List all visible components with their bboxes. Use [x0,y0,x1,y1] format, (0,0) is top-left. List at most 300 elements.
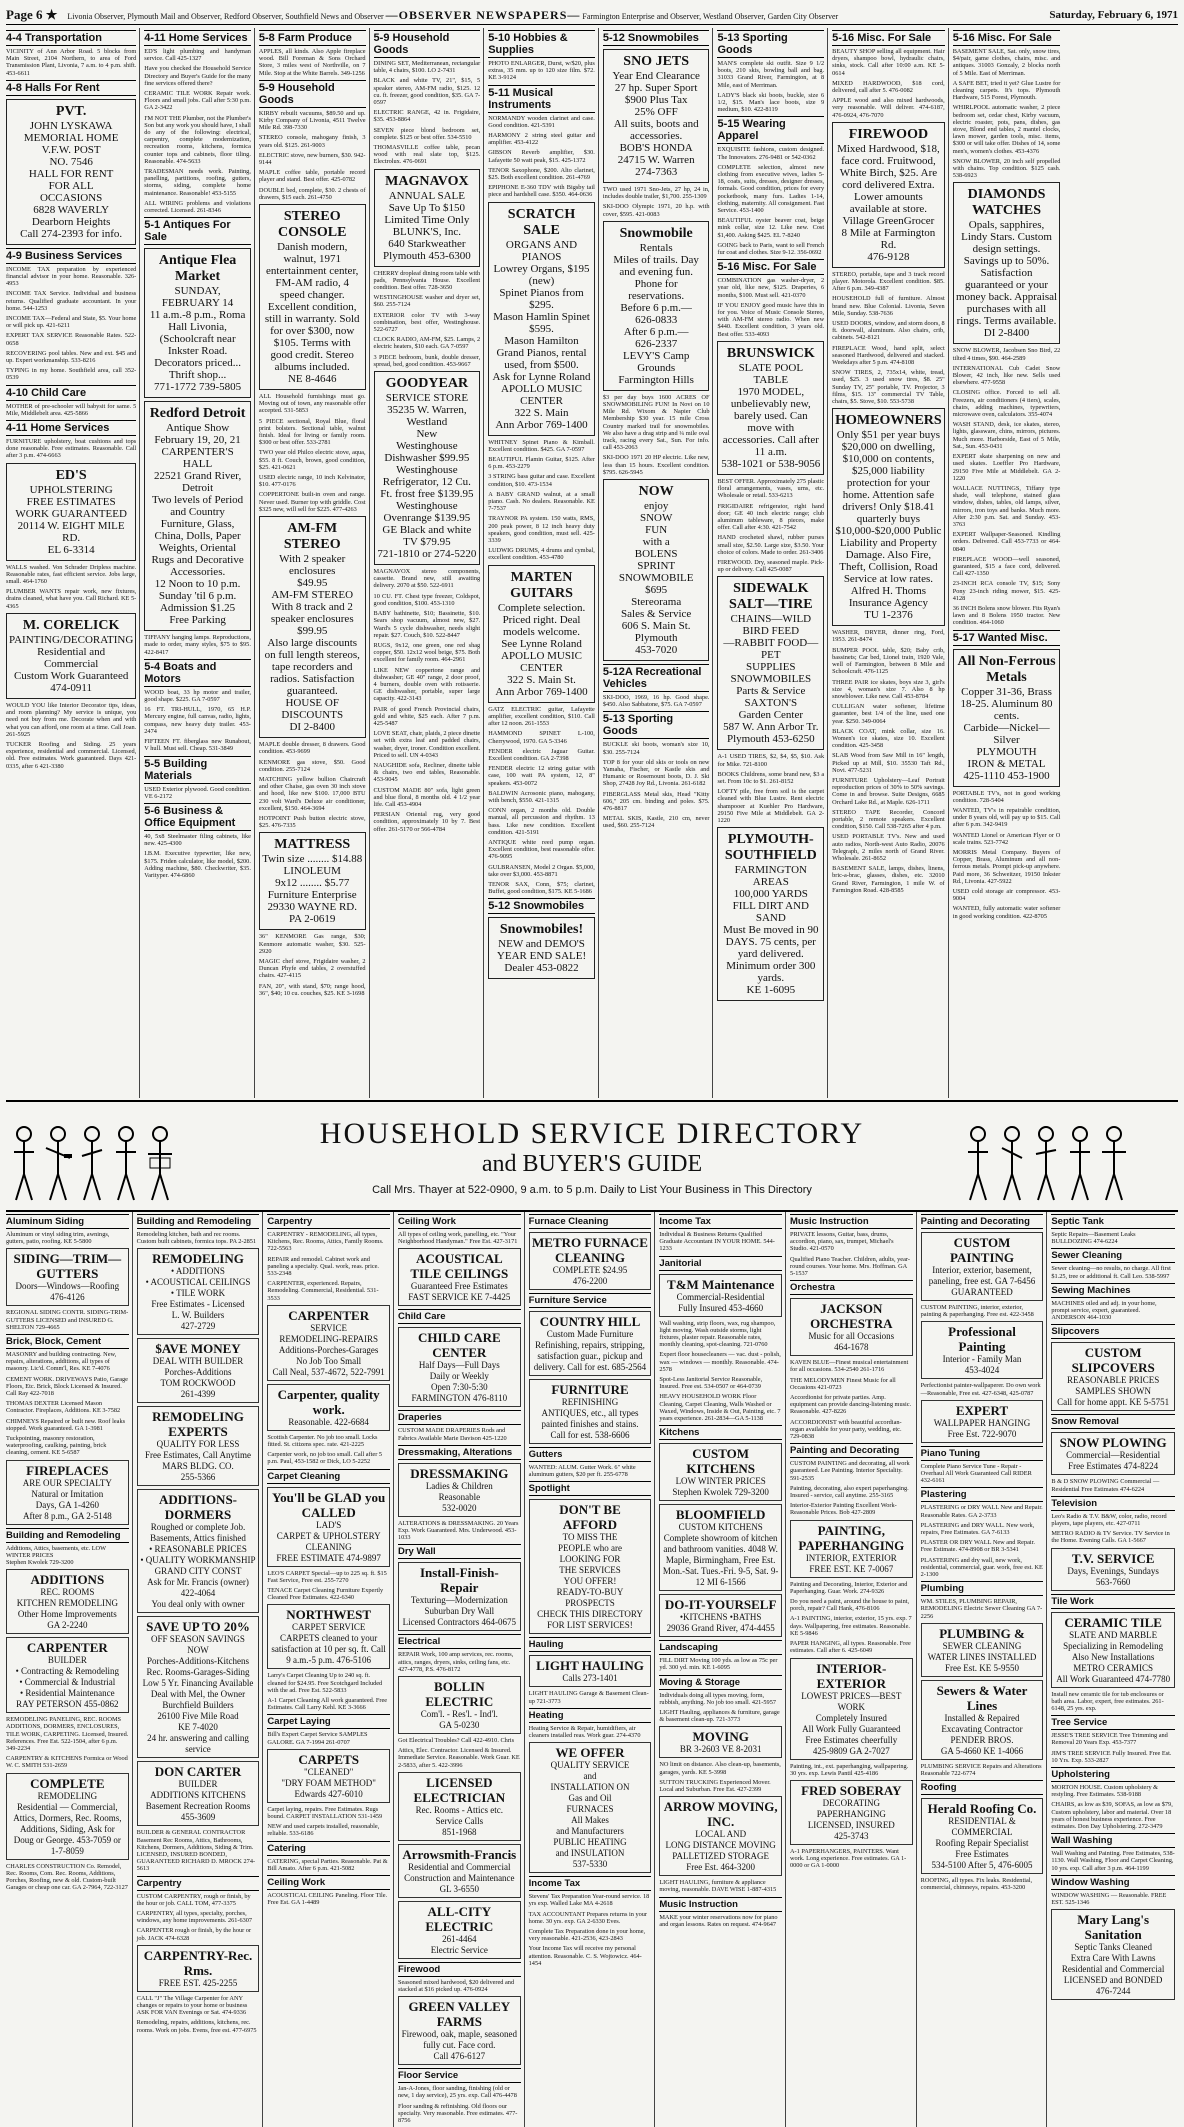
classified-ad-text: HARMONY 2 string steel guitar and amplifier. 453-4122 [488,132,595,147]
display-ad-line: GA 2-2240 [47,1620,88,1631]
display-ad-line: 474-0911 [50,681,93,694]
classified-ad [144,850,251,879]
display-ad-line: BUILDER [178,1779,218,1790]
classified-ad-text: NEW and used carpets installed, reasonable, reliable. 533-6186 [267,1823,380,1838]
display-ad [6,1569,129,1634]
classified-ad-text: BASEMENT SALE, Sat. only, snow tires, $4/pair, game clothes, chairs, misc. and antiques. 31003 Gonzaly, 2 blocks north of 5 Mile. East of Merriman. [952,48,1061,77]
classified-ad-text: FAN, 20", with stand, $70; range hood, 36", $40; 10 cu. couches, $25. KE 3-1698 [258,982,366,997]
display-ad-line: Furniture Enterprise [267,889,357,902]
classified-ad [790,1615,913,1637]
classified-ad [374,294,481,308]
display-ad-line: FOR LIST SERVICES! [547,1620,633,1631]
display-ad-line: GA 5-4660 KE 1-4066 [940,1745,1024,1756]
display-ad-line: PEOPLE who are [557,1543,622,1554]
display-ad-line: 29330 WAYNE RD. PA 2-0619 [267,901,357,926]
section-heading: 5-15 Wearing Apparel [717,116,824,144]
display-ad-line: Ladies & Children [425,1480,493,1491]
classified-ad-text: BLACK COAT, mink collar, size 16. Women's ice skates, size 10. Excellent condition. 425-3458 [832,727,945,750]
classified-ad-text: CULLIGAN water softener, lifetime guarantee, best 1/4 of the line, used one year. $250. 349-0064 [832,703,945,725]
classified-ad-text: THOMASVILLE coffee table, pecan wood with real slate top, $125. Electrolux. 476-0691 [373,144,481,166]
classified-ad-text: IF YOU ENJOY good music have this in for you. Voice of Music Console Stereo, with AM-FM stereo radio. When new $440. Excellent condition, 3 years old. Best offer. 533-4093 [717,301,825,338]
classified-ad [953,580,1061,602]
display-ad [659,1274,782,1317]
plumber-figure-icon [78,1124,106,1204]
display-ad-line: Install-Finish-Repair [419,1565,499,1596]
classified-ad-text: KIRBY rebuilt vacuums, $89.50 and up. Kirby Company of Livonia, 4511 Twelve Mile Rd. 398-7330 [258,109,366,132]
classified-ad [267,1280,390,1302]
display-ad-line: REMODELING-REPAIRS [279,1333,378,1344]
display-ad-line: Rec. Rooms-Garages-Siding [146,1667,250,1678]
classified-ad [717,146,824,160]
display-ad-line: ORGANS AND PIANOS [505,238,578,263]
classified-ad-text: Expert floor housecleaners — vac. dust - polish, wax — windows — monthly. Reasonable. 474-2578 [659,1351,781,1373]
display-ad-line: FREE EST. KE 7-0067 [809,1563,894,1574]
display-ad-line: DRESSMAKING [410,1465,509,1481]
classified-ad [267,1697,390,1711]
column [259,28,370,1098]
classified-ad-text: A-1 USED TIRES, $2, $4, $5, $10. Ask for Mike. 721-8100 [717,753,825,768]
classified-ad [144,115,251,165]
display-ad-line: FILL DIRT AND SAND [732,900,809,925]
classified-ad-text: PLUMBING SERVICE Repairs and Alterations Reasonable 722-6774 [920,1762,1042,1778]
display-ad-line: 532-0020 [442,1502,477,1513]
classified-ad-text: DINING SET, Mediterranean, rectangular table, 4 chairs, $100. LO 2-7431 [373,60,481,75]
display-ad-line: Copper 31-36, Brass 18-25. Aluminum 80 cents. [960,685,1053,722]
display-ad-line: No Job Too Small [296,1355,362,1366]
classified-ad-text: RUGS, 9x12, one green, one red shag copper, $50. 12x12 wool beige, $75. Both excellent for family room. 464-2961 [373,641,481,664]
section-heading: Wall Washing [1051,1833,1175,1848]
classified-ad-text: CONN organ, 2 months old. Double manual, all percussion and rhythm. 13 bass. Like new condition. Excellent condition. 421-5191 [488,807,595,836]
display-ad-line: CARPENTER [288,1307,370,1323]
classified-ad [953,807,1061,829]
classified-ad-text: PHOTO ENLARGER, Durst, w/$20, plus extras, 35 mm. up to 120 size film. $72. KE 3-9124 [488,60,595,82]
classified-ad-text: USED PORTABLE TV's. New and used auto radios, North-west Auto Radio, 20076 Telegraph, 2 miles north of Grand River. Wholesale. 261-8652 [832,833,945,862]
classified-ad-text: FIREPLACE WOOD—well seasoned, guaranteed, $15 a face cord, delivered. Call 427-1350 [952,555,1061,578]
section-heading: Aluminum Siding [6,1214,129,1229]
display-ad-line: CARPENTER'S HALL [161,446,234,471]
display-ad-line: You deal only with owner [151,1599,245,1610]
display-ad [529,1379,652,1444]
display-ad [832,408,945,626]
classified-ad-text: FIREPLACE Wood, hand split, select seasoned Hardwood, delivered and stacked. Weekdays after 5 p.m. 474-8108 [832,344,945,367]
column [6,28,140,1098]
display-ad-line: Commercial-Residential [676,1291,765,1302]
classified-ad [6,741,136,770]
classified-ad [488,515,595,544]
classified-ad [374,127,481,141]
display-ad-line: Also large discounts on full length stereos, tape recorders and radios. Satisfaction guaranteed. [264,637,360,698]
classified-ad-text: SEVEN piece blond bedroom set, complete. $125 or best offer. 534-5510 [373,126,481,141]
classified-ad [6,1435,129,1457]
classified-ad-text: GOING back to Paris, want to sell French fur coat and clothes. Size 9-12. 356-0692 [717,241,825,257]
classified-ad [659,1393,782,1422]
display-ad-line: CARPET SERVICE [291,1622,366,1633]
classified-ad-text: CLOCK RADIO, AM-FM, $25. Lamps, 2 electric heaters, $10 each. GA 7-0597 [373,336,481,351]
classified-ad [144,706,251,735]
display-ad-line: Extra Care With Lawns [1070,1953,1156,1964]
classified-ad [921,1304,1044,1318]
section-heading: Painting and Decorating [921,1214,1044,1229]
display-ad-line: Plymouth 453-6300 [383,249,471,262]
display-ad [1051,1432,1175,1475]
display-ad-line: CHILD CARE CENTER [417,1330,501,1361]
classified-ad-text: COPPERTONE built-in oven and range. Never used. Burner top with griddle. Cost $325 new, will sell for $225. 477-4263 [258,491,366,513]
classified-ad-text: INCOME TAX preparation by experienced financial advisor in your home. Reasonable. 326-4953 [6,265,137,288]
display-ad-line: Construction and Maintenance [404,1872,515,1883]
classified-ad [717,92,824,114]
display-ad-line: ARROW MOVING, INC. [663,1799,778,1830]
classified-ad-text: Carpenter work, no job too small. Call after 5 p.m. Paul, 453-1582 or Dick, LO 5-2252 [267,1451,383,1466]
classified-ad-text: BEAUTY SHOP selling all equipment. Hair dryers, shampoo bowl, hydraulic chairs, sinks, stock. Call after 10:00 a.m. KE 5-0614 [832,48,945,77]
display-ad-line: BOLLIN ELECTRIC [425,1679,494,1710]
classified-ad-text: CERAMIC TILE WORK Repair work. Floors and small jobs. Call after 5:30 p.m. GA 2-3422 [144,90,251,112]
display-ad-line: Completely Insured [815,1712,887,1723]
classified-ad-text: STEREO TAPE Recorder, Concord portable, 2 remote speakers. Excellent condition, $150. Call 538-7265 after 4 p.m. [832,808,945,831]
classified-ad [953,104,1061,154]
classified-ad [398,1651,521,1673]
display-ad [398,1562,521,1631]
roofer-figure-icon [1032,1124,1060,1204]
classified-ad [832,865,945,894]
classified-ad-text: Stevens' Tax Preparation Year-round service. 18 yrs exp. Walled Lake MA 4-2618 [528,1893,650,1908]
display-ad-line: 25% OFF [634,106,678,118]
classified-ad [267,1731,390,1745]
display-ad-line: DI 2-8400 [289,721,335,734]
classified-ad-text: $3 per day buys 1600 ACRES OF SNOWMOBILING FUN! In Novi on 10 Mile Rd. Wixom & Napier Club Membership $30 year. 15 mile Cross Country marked trail for snowmobiles. We also have a drag strip and ¼ mile oval track, racing every Sat., Sun. For info. call 453-2063 [602,393,710,452]
classified-ad [790,1485,913,1499]
classified-ad-text: LIGHT Hauling, appliances & furniture, garage & basement clean-up. 721-3773 [659,1709,780,1724]
display-ad-line: APOLLO MUSIC CENTER [501,649,582,674]
display-ad [6,1773,129,1860]
column [953,28,1064,1098]
classified-ad [488,439,595,453]
display-ad [488,917,595,979]
display-ad [1051,1909,1175,2000]
column [144,28,255,1098]
column [659,1212,786,2127]
display-ad-line: WORK GUARANTEED [15,507,127,520]
display-ad-line: Sewers & Water Lines [936,1682,1028,1713]
section-heading: Slipcovers [1051,1324,1175,1339]
display-ad [832,122,945,268]
display-ad-line: ADDITIONS KITCHENS [150,1790,246,1801]
display-ad-line: Free Est. 722-9070 [947,1428,1017,1439]
section-heading: Carpet Cleaning [267,1469,390,1484]
classified-ad-text: CARPENTRY & KITCHENS Formica or Wood W. C. SMITH 531-2659 [6,1755,128,1770]
classified-ad [790,1502,913,1516]
display-ad-line: 261-4464 [442,1933,477,1944]
display-ad [398,1676,521,1734]
display-ad-line: CERAMIC TILE [1064,1614,1162,1630]
display-ad-line: Licensed Contractors 464-0675 [402,1617,517,1628]
display-ad-line: "DRY FOAM METHOD" [281,1777,376,1788]
classified-ad-text: Remodeling kitchen, bath and rec rooms. Custom built cabinets, formica tops. PA 2-2851 [136,1231,257,1246]
display-ad-line: 476-2200 [572,1276,608,1286]
classified-ad-text: PLASTER OR DRY WALL New and Repair. Free Estimate. 474-8908 or BR 3-5341 [920,1539,1035,1554]
classified-ad-text: MACHINES oiled and adj. in your home, prompt service, expert, guaranteed. ANDERSON 464-1030 [1051,1299,1157,1322]
classified-ad [790,1359,913,1373]
classified-ad-text: PERSIAN Oriental rug, very good condition, approximately 10 by 7. Best offer. 261-5170 or 566-4784 [373,811,481,833]
display-ad-line: M. CORELICK [22,617,120,633]
display-ad-line: 255-5366 [180,1472,216,1483]
classified-ad [259,110,366,132]
classified-ad [144,738,251,752]
classified-ad [790,1394,913,1416]
display-ad [137,1945,260,1992]
classified-ad [6,332,136,346]
display-ad-line: DON CARTER [154,1764,242,1780]
classified-ad-text: CUSTOM MADE DRAPERIES Rods and Fabrics Available Marie Davison 425-1220 [397,1427,507,1442]
classified-ad [144,200,251,214]
classified-ad [790,1231,913,1253]
section-heading: Sewing Machines [1051,1283,1175,1298]
display-ad-line: Snowmobile [619,225,693,241]
display-ad-line: NO. 7546 [49,155,93,168]
display-ad-line: AM-FM STEREO [283,521,341,553]
classified-ad-text: BUCKLE ski boots, woman's size 10, $30. 255-7124 [602,741,710,756]
classified-ad [1051,1265,1175,1279]
display-ad [137,1761,260,1826]
display-ad-line: 606 S. Main St. [621,620,691,633]
display-ad-line: QUALITY SERVICE [550,1760,630,1771]
classified-ad-text: Larry's Carpet Cleaning Up to 240 sq. ft. cleaned for $24.95. Free Scotchgard Included with the ad. Free Est. 522-5833 [267,1672,383,1694]
classified-ad-text: ROOFING, all types. Fix leaks. Residential, commercial, chimneys, repairs. 453-3200 [920,1877,1033,1892]
classified-ad [659,1657,782,1671]
classified-ad-text: Got Electrical Troubles? Call 422-4910. Chris [397,1737,515,1745]
classified-ad [144,48,251,62]
classified-ad [6,367,136,381]
display-ad-line: 587 W. Ann Arbor Tr. [723,721,819,734]
display-ad [374,371,481,565]
display-ad-line: Specializing in Remodeling [1063,1640,1164,1651]
display-ad-line: BRUNSWICK [726,345,815,361]
display-ad-line: L. W. Builders [171,1310,225,1321]
classified-ad-text: SKI-DOO 1971 20 HP electric. Like new, less than 15 hours. Excellent condition. $795. 626-5945 [602,454,710,476]
display-ad-line: 427-2729 [180,1321,216,1332]
display-ad-line: COMPLETE $24.95 [552,1265,628,1275]
display-ad [6,613,136,699]
display-ad-line: SIDEWALK SALT—TIRE [729,581,813,613]
classified-ad [717,788,824,824]
display-ad [921,1798,1044,1874]
section-heading: Music Instruction [659,1897,782,1912]
display-ad-line: Commercial—Residential [1066,1450,1161,1461]
display-ad-line: SLATE POOL TABLE [738,361,804,386]
display-ad-line: ALL-CITY ELECTRIC [425,1903,494,1934]
classified-ad-text: MAN'S complete ski outfit. Size 9 1/2 boots, 210 skis, bowling ball and bag. 31033 Grand River, Farmington, at 8 Mile, east of Merriman. [717,60,825,89]
classified-ad-text: CUSTOM PAINTING and decorating, all work guaranteed. Lee Painting. Interior Speciality. 591-2535 [789,1460,910,1482]
classified-ad [398,1231,521,1245]
display-ad-line: Thrift shop... [168,369,227,382]
display-ad-line: Com'l. - Res'l. - Ind'l. [420,1709,498,1720]
display-ad-line: GL 3-6550 [439,1883,480,1894]
classified-ad-text: WASH STAND, desk, ice skates, stereo, lights, glassware, chins, mirrors, pictures. Much more. Harborside, East of 5 Mile, Sat., Sun. 453-0431 [952,421,1061,450]
display-ad-line: 537-5330 [572,1859,608,1870]
display-ad-line: •KITCHENS •BATHS [679,1612,762,1623]
classified-ad-text: BOOKS Childrens, some brand new, $3 a set. From 10c to $1. 261-8152 [717,770,825,785]
section-heading: Window Washing [1051,1875,1175,1890]
display-ad-line: SLATE AND MARBLE [1069,1629,1158,1640]
classified-ad [267,1256,390,1278]
display-ad-line: RESIDENTIAL & COMMERCIAL [948,1816,1016,1838]
classified-ad [603,791,710,813]
classified-ad-text: EXPERT TAX SERVICE Reasonable Rates. 522-0658 [6,332,137,347]
display-ad-line: GREEN VALLEY FARMS [408,1999,511,2030]
display-ad-line: CLEANING [305,1541,352,1552]
section-heading: Moving & Storage [659,1675,782,1690]
classified-ad-text: THOMAS DEXTER Licensed Mason Contractor. Fireplaces, Additions. KE 3-7582 [6,1400,121,1415]
display-ad-line: Guaranteed Free Estimates [410,1281,508,1292]
classified-ad [144,168,251,197]
display-ad-line: Only $51 per year buys $20,000 on dwelling, $10,000 on contents, $25,000 liability protection for your home. Attention safe drivers! Only $18.41 quarterly buys $10,000-$20,000 Public Liability and Property Damage. Also Fire, Theft, Collision, Road Service at low rates. [835,429,942,586]
classified-ad [921,1557,1044,1579]
display-ad-line: • QUALITY WORKMANSHIP [140,1555,256,1566]
display-ad [137,1616,260,1758]
classified-ad [1051,1801,1175,1830]
display-ad-line: 721-1810 or 274-5220 [377,548,477,561]
classified-ad [259,474,366,488]
classified-ad [488,473,595,487]
classified-ad [921,1463,1044,1485]
classified-ad [488,547,595,561]
display-ad-line: CUSTOM KITCHENS [686,1446,755,1477]
classified-ad [953,453,1061,482]
classified-ad-text: Do you need a paint, around the house to paint, porch, repair? Call Hank, 476-8106 [789,1598,910,1613]
display-ad-line: Miles of trails. Day and evening fun. Phone for reservations. [613,253,699,302]
classified-ad-text: NORMANDY wooden clarinet and case. Good condition. 421-5391 [488,114,595,129]
display-ad-line: Mixed Hardwood, $18, face cord. Fruitwood, White Birch, $25. Are cord delivered Extra. Lower amounts available at store. [837,142,940,215]
classified-ad-text: CALL "J" The Village Carpenter for ANY changes or repairs to your home or business ASK FOR VAN Evenings or Sat. 474-9336 [136,1994,248,2017]
display-ad-line: Additions-Porches-Garages [278,1344,379,1355]
display-ad-line: with a [642,536,670,549]
classified-ad [144,689,251,703]
display-ad [790,1658,913,1760]
display-ad-line: LAD'S [316,1519,342,1530]
display-ad-line: Firewood, oak, maple, seasoned fully cut. Face cord. [401,2029,518,2051]
classified-ad-text: LEO'S CARPET Special—up to 225 sq. ft. $15 Fast Service, Free est. 255-7270 [267,1569,387,1584]
section-heading: Child Care [398,1309,521,1324]
display-ad-line: 9x12 ........ $5.77 [275,877,350,890]
display-ad-line: Year End Clearance [612,70,700,82]
classified-ad-text: MIXED HARDWOOD, $18 cord, delivered, call after 5. 476-0082 [832,79,945,95]
classified-ad-text: WINDOW WASHING — Reasonable. FREE EST. 525-1346 [1051,1891,1167,1907]
display-ad-line: PAINTING, PAPERHANGING [798,1522,905,1553]
carpenter-figure-icon [44,1124,72,1204]
classified-ad-text: LIGHT HAULING Garage & Basement Clean-up 721-3773 [528,1690,649,1705]
classified-ad [659,1351,782,1373]
display-ad [137,1248,260,1335]
section-heading: 5-16 Misc. For Sale [832,30,945,46]
classified-ad [921,1877,1044,1891]
display-ad-line: REMODELING [152,1251,244,1267]
display-ad-line: Mason Hamlin Spinet $595. [493,310,590,335]
display-ad-line: CARPENTRY-Rec. Rms. [143,1947,253,1978]
classified-ad-text: MATCHING yellow bullion Chaircraft and other Chaise, gas oven 30 inch stove and hood, like new $100. 17,000 BTU 230 volt Ward's Deluxe air conditioner, excellent, $150. 464-3694 [258,775,366,812]
classified-ad-text: SUTTON TRUCKING Experienced Mover. Local and Suburban. Free Est. 427-2399 [659,1778,771,1794]
display-ad-line: BOLENS [634,548,678,561]
classified-ad [267,1858,390,1872]
section-heading: 4-8 Halls For Rent [6,80,136,96]
classified-ad [6,290,136,312]
mover-figure-icon [146,1124,174,1204]
display-ad-line: Village GreenGrocer [842,214,935,227]
display-ad-line: 26100 Five Mile Road [157,1711,239,1722]
classified-ad [374,270,481,292]
display-ad-line: Ann Arbor 769-1400 [495,685,588,698]
display-ad-line: Installed & Repaired [944,1712,1020,1723]
classified-ad [659,1231,782,1253]
classified-ad [144,90,251,112]
display-ad-line: 476-9128 [867,250,910,263]
classified-ad-text: CLOSING office. Forced to sell all. Freezers, air conditioners (4 tiers), scales, chairs, adding machines, typewriters, microwave oven, calculators. 355-4074 [952,389,1061,419]
classified-ad-text: CARPENTRY - REMODELING, all types, Kitchens, Rec. Rooms, Attics, Family Rooms. 722-5563 [267,1231,384,1253]
display-ad-line: CHAINS—WILD BIRD FEED [730,613,812,638]
classified-ad [832,80,945,94]
display-ad-line: 322 S. Main St. [507,673,576,686]
classified-ad [259,741,366,755]
display-ad-line: ADDITIONS [30,1572,105,1588]
section-heading: 5-1 Antiques For Sale [144,217,251,245]
classified-ad [717,503,824,532]
display-ad-line: LICENSED, INSURED [807,1819,895,1830]
section-heading: 4-9 Business Services [6,248,136,264]
display-ad-line: TO MISS THE [562,1532,618,1543]
classified-ad-text: KENMORE gas stove, $50. Good condition. 255-7124 [258,758,366,773]
classified-ad [921,1522,1044,1536]
classified-ad [832,369,945,405]
section-heading: Snow Removal [1051,1414,1175,1429]
display-ad-line: With 2 speaker enclosures [279,553,346,578]
classified-ad-text: Interior-Exterior Painting Excellent Work-Reasonable Prices. Bob 427-2809 [789,1502,897,1517]
display-ad-line: NEW and DEMO'S [498,938,585,951]
display-ad-line: • Contracting & Remodeling [15,1666,120,1677]
display-ad-line: Arrowsmith-Francis [402,1846,517,1862]
display-ad-line: • TILE WORK [170,1288,226,1299]
section-heading: Orchestra [790,1280,913,1295]
display-ad-line: MAGNAVOX [385,173,469,189]
classified-ad-text: Seasoned mixed hardwood, $20 delivered and stacked at $16 picked up. 476-0924 [397,1978,515,1994]
display-ad-line: Call Neal, 537-4672, 522-7991 [272,1366,385,1377]
column [6,1212,133,2127]
display-ad-line: All Makes [571,1815,609,1826]
display-ad [259,832,366,930]
display-ad-line: CARPENTER [26,1640,108,1656]
display-ad-line: Deal with Mel, the Owner [150,1689,246,1700]
classified-ad-text: SLAB Wood from Saw Mill in 16" length, Picked up at Mill, $10. 35530 Taft Rd., Novi. 477-5231 [832,752,945,774]
display-ad-line: February 19, 20, 21 [154,434,241,447]
classified-ad [832,679,945,701]
display-ad-line: FUN [645,524,668,537]
display-ad-line: STEREO CONSOLE [277,209,347,241]
classified-ad [953,832,1061,846]
classified-ad [6,403,136,417]
display-ad-line: MARS BLDG. CO. [162,1461,234,1472]
classified-ad-text: All types of ceiling work, panelling, etc. "Your Neighborhood Handyman." Free Est. 427-3171 [397,1231,518,1246]
classified-ad [488,807,595,836]
classified-ad-text: BEAUTIFUL oyster beaver coat, beige mink collar, size 12. Like new. Cost $1,400. Asking $425. EL 7-8240 [717,217,825,239]
display-ad-line: DO-IT-YOURSELF [664,1597,777,1613]
banner-text [320,1117,864,1196]
display-ad-line: WATER LINES INSTALLED [927,1651,1037,1662]
classified-ad-text: METRO RADIO & TV Service. TV Service in the Home. Evening Calls. GA 1-5667 [1051,1530,1170,1545]
display-ad [659,1726,782,1758]
display-ad-line: Days, GA 1-4260 [35,1499,99,1510]
section-heading: 5-4 Boats and Motors [144,659,251,687]
classified-ad [603,694,710,708]
display-ad-line: Plymouth 453-6250 [726,733,815,746]
classified-ad [259,134,366,148]
section-heading: Music Instruction [790,1214,913,1229]
